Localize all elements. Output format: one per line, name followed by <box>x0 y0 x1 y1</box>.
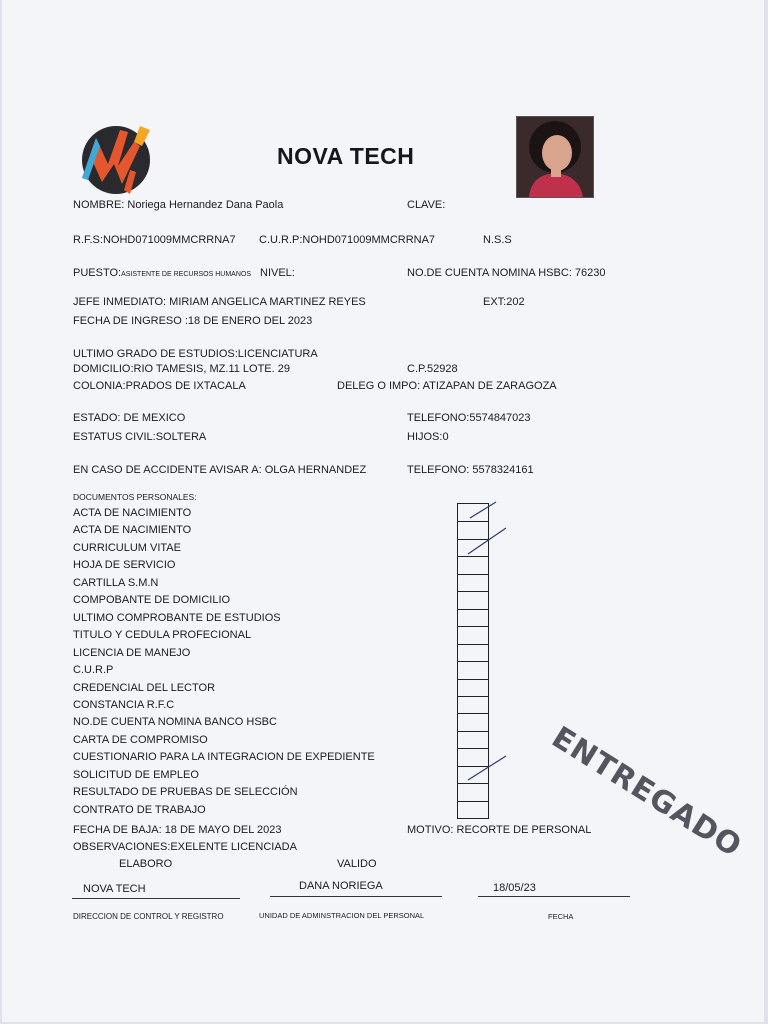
checkbox-row-divider <box>458 521 488 522</box>
nova-tech-logo-icon <box>78 120 158 200</box>
telefono-field: TELEFONO:5574847023 <box>407 412 531 424</box>
document-item: CARTA DE COMPROMISO <box>73 733 208 746</box>
checkbox-row-divider <box>458 661 488 662</box>
checkbox-row-divider <box>458 609 488 610</box>
checkbox-row-divider <box>458 748 488 749</box>
fecha-ingreso-field: FECHA DE INGRESO :18 DE ENERO DEL 2023 <box>73 315 313 327</box>
fecha-caption: FECHA <box>548 912 574 921</box>
document-item: ACTA DE NACIMIENTO <box>73 507 192 519</box>
checkbox-row-divider <box>458 696 488 697</box>
motivo-field: MOTIVO: RECORTE DE PERSONAL <box>407 824 592 836</box>
elaboro-caption: DIRECCION DE CONTROL Y REGISTRO <box>73 912 224 921</box>
checkbox-row-divider <box>458 713 488 714</box>
telefono-accidente-field: TELEFONO: 5578324161 <box>407 464 534 476</box>
checkbox-row-divider <box>458 591 488 592</box>
checkbox-row-divider <box>458 783 488 784</box>
rfs-field: R.F.S:NOHD071009MMCRRNA7 <box>73 234 236 246</box>
document-item: ULTIMO COMPROBANTE DE ESTUDIOS <box>73 611 281 624</box>
check-mark-icon <box>466 526 508 556</box>
document-item: COMPOBANTE DE DOMICILIO <box>73 594 231 607</box>
estatus-civil-field: ESTATUS CIVIL:SOLTERA <box>73 431 207 443</box>
nss-field: N.S.S <box>483 234 512 246</box>
employee-photo-icon <box>516 116 594 198</box>
document-item: CREDENCIAL DEL LECTOR <box>73 681 216 694</box>
elaboro-value: NOVA TECH <box>83 883 146 895</box>
fecha-signature-line <box>478 896 630 897</box>
documents-heading: DOCUMENTOS PERSONALES: <box>73 492 197 502</box>
estado-field: ESTADO: DE MEXICO <box>73 412 186 424</box>
valido-label: VALIDO <box>337 858 377 870</box>
valido-value: DANA NORIEGA <box>299 880 383 892</box>
fecha-baja-field: FECHA DE BAJA: 18 DE MAYO DEL 2023 <box>73 824 282 836</box>
checkbox-row-divider <box>458 801 488 802</box>
employee-record-sheet <box>2 0 764 1022</box>
elaboro-label: ELABORO <box>119 858 173 870</box>
clave-field: CLAVE: <box>407 199 446 211</box>
check-mark-icon <box>468 500 498 520</box>
observaciones-field: OBSERVACIONES:EXELENTE LICENCIADA <box>73 841 297 853</box>
document-item: HOJA DE SERVICIO <box>73 559 176 572</box>
puesto-value: ASISTENTE DE RECURSOS HUMANOS <box>121 271 252 278</box>
ext-field: EXT:202 <box>483 296 525 308</box>
document-item: NO.DE CUENTA NOMINA BANCO HSBC <box>73 716 277 729</box>
valido-caption: UNIDAD DE ADMINSTRACION DEL PERSONAL <box>259 911 425 920</box>
checkbox-row-divider <box>458 626 488 627</box>
hijos-field: HIJOS:0 <box>407 431 449 443</box>
document-item: ACTA DE NACIMIENTO <box>73 524 192 537</box>
check-mark-icon <box>466 754 508 782</box>
document-item: CARTILLA S.M.N <box>73 576 159 589</box>
checkbox-row-divider <box>458 731 488 732</box>
valido-signature-line <box>270 896 442 897</box>
entregado-stamp: ENTREGADO <box>545 720 748 865</box>
document-item: C.U.R.P <box>73 664 114 677</box>
puesto-field <box>73 268 251 279</box>
domicilio-field: DOMICILIO:RIO TAMESIS, MZ.11 LOTE. 29 <box>73 363 290 375</box>
document-item: CURRICULUM VITAE <box>73 541 181 554</box>
puesto-label: PUESTO: <box>73 267 122 279</box>
curp-field: C.U.R.P:NOHD071009MMCRRNA7 <box>259 234 436 246</box>
document-item: TITULO Y CEDULA PROFECIONAL <box>73 629 252 642</box>
checkbox-row-divider <box>458 679 488 680</box>
document-item: RESULTADO DE PRUEBAS DE SELECCIÓN <box>73 786 298 799</box>
nivel-field: NIVEL: <box>260 267 295 279</box>
nombre-field: NOMBRE: Noriega Hernandez Dana Paola <box>73 199 284 211</box>
checkbox-row-divider <box>458 574 488 575</box>
cuenta-nomina-field: NO.DE CUENTA NOMINA HSBC: 76230 <box>407 267 606 279</box>
accidente-field: EN CASO DE ACCIDENTE AVISAR A: OLGA HERNANDEZ <box>73 464 367 476</box>
document-item: LICENCIA DE MANEJO <box>73 646 191 659</box>
document-item: CUESTIONARIO PARA LA INTEGRACION DE EXPEDIENTE <box>73 751 375 764</box>
estudios-field: ULTIMO GRADO DE ESTUDIOS:LICENCIATURA <box>73 348 318 360</box>
cp-field: C.P.52928 <box>407 363 458 375</box>
document-item: CONTRATO DE TRABAJO <box>73 803 206 816</box>
checkbox-row-divider <box>458 556 488 557</box>
colonia-field: COLONIA:PRADOS DE IXTACALA <box>73 380 246 392</box>
document-item: CONSTANCIA R.F.C <box>73 698 175 711</box>
fecha-value: 18/05/23 <box>493 882 536 894</box>
document-item: SOLICITUD DE EMPLEO <box>73 768 199 781</box>
jefe-field: JEFE INMEDIATO: MIRIAM ANGELICA MARTINEZ REYES <box>73 296 366 308</box>
checkbox-row-divider <box>458 644 488 645</box>
deleg-field: DELEG O IMPO: ATIZAPAN DE ZARAGOZA <box>337 380 557 392</box>
company-title: NOVA TECH <box>277 143 415 169</box>
elaboro-signature-line <box>72 898 240 899</box>
